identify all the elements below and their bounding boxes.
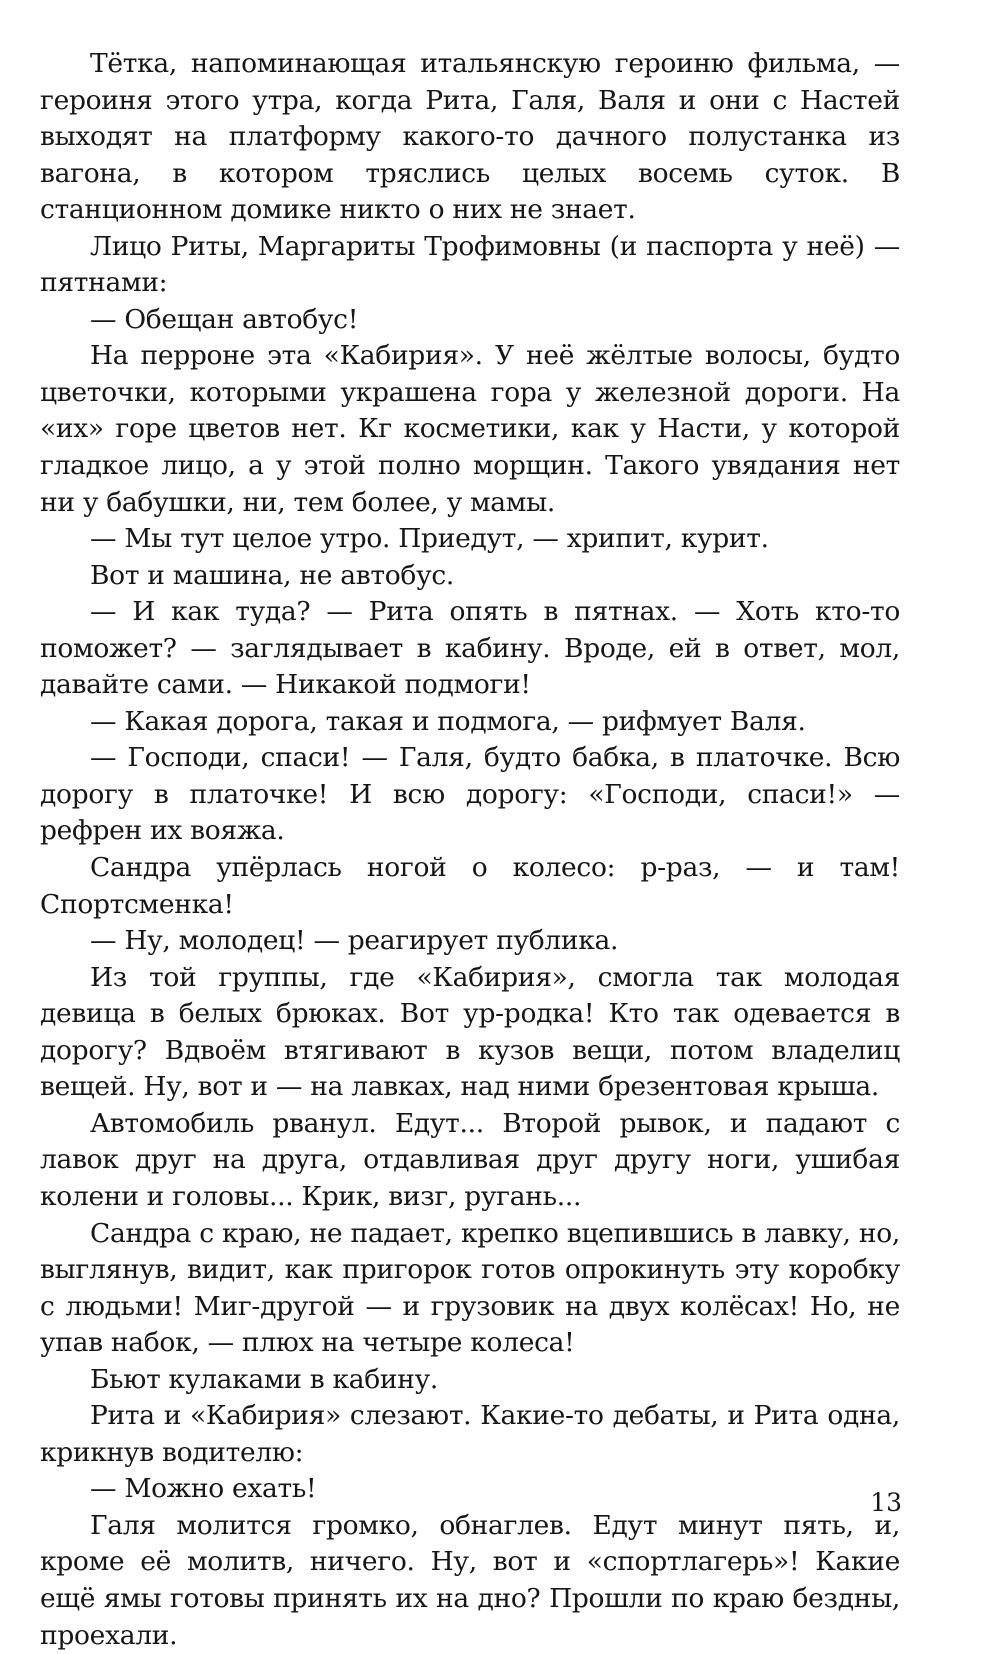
paragraph: Автомобиль рванул. Едут... Второй рывок, и падают с лавок друг на друга, отдавливая друг другу ноги, ушибая колени и головы... Крик, визг, ругань...: [40, 1107, 900, 1212]
paragraph: Бьют кулаками в кабину.: [90, 1363, 439, 1395]
paragraph: Тётка, напоминающая итальянскую героиню фильма, — героиня этого утра, когда Рита, Галя, Валя и они с Настей выходят на платформу какого-то дачного полустанка из вагона, в котором тряслись целых восемь суток. В станционном домике никто о них не знает.: [40, 48, 900, 226]
paragraph: Из той группы, где «Кабирия», смогла так молодая девица в белых брюках. Вот ур-родка! Кто так одевается в дорогу? Вдвоём втягивают в кузов вещи, потом владелиц вещей. Ну, вот и — на лавках, над ними брезентовая крыша.: [40, 961, 900, 1103]
paragraph: На перроне эта «Кабирия». У неё жёлтые волосы, будто цветочки, которыми украшена гора у железной дороги. На «их» горе цветов нет. Кг косметики, как у Насти, у которой гладкое лицо, а у этой полно морщин. Такого увядания нет ни у бабушки, ни, тем более, у мамы.: [40, 340, 900, 518]
paragraph: Рита и «Кабирия» слезают. Какие-то дебаты, и Рита одна, крикнув водителю:: [40, 1400, 900, 1468]
paragraph: Сандра упёрлась ногой о колесо: р-раз, — и там! Спортсменка!: [40, 852, 900, 920]
paragraph: — Обещан автобус!: [90, 303, 359, 335]
paragraph: — Какая дорога, такая и подмога, — рифмует Валя.: [90, 705, 806, 737]
paragraph: — И как туда? — Рита опять в пятнах. — Хоть кто-то поможет? — заглядывает в кабину. Вроде, ей в ответ, мол, давайте сами. — Никакой подмоги!: [40, 596, 900, 701]
page-number: 13: [870, 1488, 902, 1517]
paragraph: Галя молится громко, обнаглев. Едут минут пять, и, кроме её молитв, ничего. Ну, вот и «спортлагерь»! Какие ещё ямы готовы принять их на дно? Прошли по краю бездны, проехали.: [40, 1509, 900, 1651]
page-text-block: [40, 46, 900, 1654]
paragraph: Сандра с краю, не падает, крепко вцепившись в лавку, но, выглянув, видит, как пригорок готов опрокинуть эту коробку с людьми! Миг-другой — и грузовик на двух колёсах! Но, не упав набок, — плюх на четыре колеса!: [40, 1217, 900, 1359]
paragraph: Вот и машина, не автобус.: [90, 559, 455, 591]
paragraph: — Мы тут целое утро. Приедут, — хрипит, курит.: [90, 523, 769, 555]
paragraph: — Господи, спаси! — Галя, будто бабка, в платочке. Всю дорогу в платочке! И всю дорогу: «Господи, спаси!» — рефрен их вояжа.: [40, 742, 900, 847]
paragraph: — Ну, молодец! — реагирует публика.: [90, 925, 619, 957]
paragraph: — Можно ехать!: [90, 1473, 317, 1505]
paragraph: Лицо Риты, Маргариты Трофимовны (и паспорта у неё) — пятнами:: [40, 230, 900, 299]
